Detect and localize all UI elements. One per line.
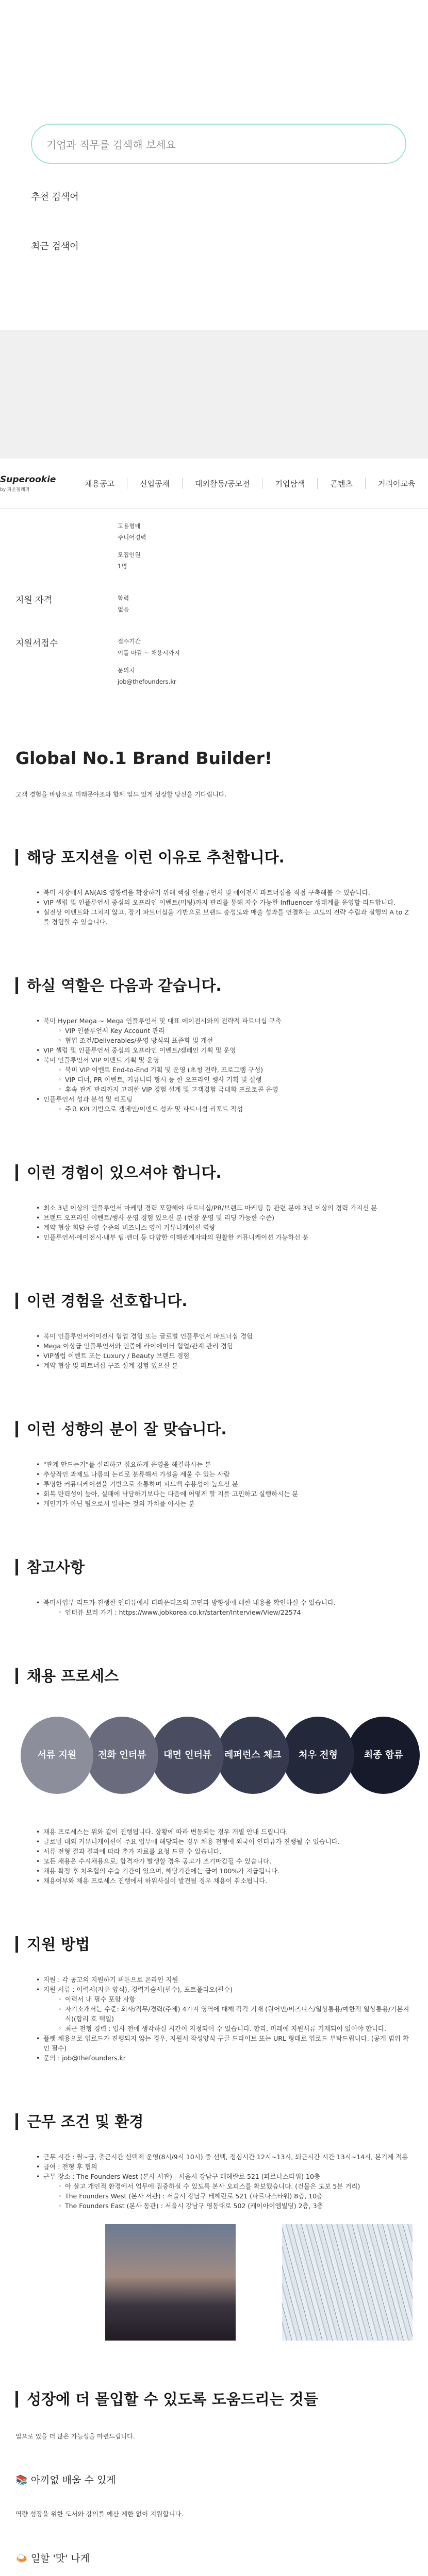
- office-photo-east: [282, 2224, 413, 2341]
- contact-email[interactable]: job@thefounders.kr: [118, 678, 176, 685]
- list-item: • 최소 3년 이상의 인플루언서 마케팅 경력 포함해야 파트너십/PR/브랜드 마케팅 등 관련 분야 3년 이상의 경력 가지신 분: [36, 1203, 413, 1213]
- sub-list-item: ◦ 주요 KPI 기반으로 캠페인/이벤트 성과 및 파트너쉽 리포트 작성: [58, 1104, 413, 1114]
- employment-value: 주니어경력: [118, 534, 146, 541]
- sub-list-item: ◦ The Founders East (본사 동관) : 서울시 강남구 영동대로 502 (캐이아이엠빌딩) 2층, 3층: [58, 2201, 413, 2211]
- top-nav: [0, 459, 428, 509]
- superookie-logo[interactable]: [0, 474, 72, 493]
- period-label: 접수기간: [118, 638, 141, 645]
- list-item: • 투명한 커뮤니케이션을 기반으로 소통하며 피드백 수용성이 높으신 분: [36, 1479, 413, 1489]
- list-item: • VIP 셀럽 및 인플루언서 중심의 오프라인 이벤트/캠페인 기획 및 운영: [36, 1045, 413, 1055]
- list-item: • 회복 탄력성이 높아, 실패에 낙담하기보다는 다음에 어떻게 할 지를 고민하고 실행하시는 분: [36, 1489, 413, 1499]
- popular-search-label: 최근 검색어: [31, 241, 79, 252]
- logo-text: Superookie: [0, 474, 56, 485]
- job-description: [0, 748, 428, 2576]
- list-item: • VIP셀럽 이벤트 또는 Luxury / Beauty 브랜드 경험: [36, 1351, 413, 1361]
- list-item: • 북미 시장에서 AN(AIS 영향력을 확장하기 위해 핵심 인플루언서 및 에이전시 파트너십을 직접 구축해볼 수 있습니다.: [36, 888, 413, 897]
- sub-list-item: ◦ 인터뷰 보러 가기 : https://www.jobkorea.co.kr/starter/Interview/View/22574: [58, 1607, 413, 1617]
- job-meta: [0, 520, 428, 572]
- nav-item-newgrad[interactable]: 신입공채: [127, 478, 182, 489]
- list-item: • 근무 장소 : The Founders West (본사 서관) - 서울시 강남구 테헤란로 521 (파르나스타워) 10층 ◦ 아 살고 개인적 환경에서 업무에 집중하실 수 있도록 본사 오피스를 확보했습니다. (건물은 도보 5분 거리) ◦ The Founders West (본사 서관) : 서울시 강남구 테헤란로 521 (파르나스타워) 8층, 10층 ◦ The Founders East (본사 동관) : 서울시 강남구 영동대로 502 (캐이아이엠빌딩) 2층, 3층: [36, 2172, 413, 2211]
- list-item: • 지원 : 각 공고의 지원하기 버튼으로 온라인 지원: [36, 1975, 413, 1985]
- process-notes: [15, 1827, 413, 1886]
- list-item: • 모든 채용은 수시채용으로, 합격자가 발생할 경우 공고가 조기마감될 수 있습니다.: [36, 1856, 413, 1866]
- list-item: • 채용 확정 후 처우협의 수습 기간이 있으며, 해당기간에는 급여 100%가 지급됩니다.: [36, 1866, 413, 1876]
- sub-list: [43, 1994, 413, 2033]
- list-item: • 계약 협상 회담 운영 수준의 비즈니스 영어 커뮤니케이션 역량: [36, 1223, 413, 1232]
- list-item: • 북미사업부 리드가 진행한 인터뷰에서 더파운더즈의 고민과 방향성에 대한 내용을 확인하실 수 있습니다. ◦ 인터뷰 보러 가기 : https://www.jobkorea.co.kr/starter/Interview/View/22574: [36, 1598, 413, 1617]
- sub-list: [43, 2181, 413, 2211]
- section-list: [15, 888, 413, 927]
- process-step: 서류 지원: [21, 1717, 93, 1794]
- howto-title: 지원 방법: [15, 1933, 413, 1954]
- section-title: 해당 포지션을 이런 이유로 추천합니다.: [15, 846, 413, 867]
- sub-list: [43, 1026, 413, 1045]
- list-item: • Mega 이상급 인플루언서와 인증에 라이에이터 협업/관계 관리 경험: [36, 1341, 413, 1351]
- process-steps: [21, 1717, 413, 1794]
- sub-list-item: ◦ VIP 디너, PR 이벤트, 커뮤니티 형시 등 한 오프라인 행사 기획 및 실행: [58, 1075, 413, 1084]
- list-item: • "관계 만드는거"를 실리하고 집요하게 운영을 해결하시는 분: [36, 1460, 413, 1469]
- list-item: • 북미 인플루언서에이전시 협업 경험 또는 글로벌 인플루언서 파트너십 경험: [36, 1331, 413, 1341]
- section-list: [15, 1016, 413, 1114]
- list-item: • 글로벌 대외 커뮤니케이션이 주요 업무에 해당되는 경우 채용 전형에 외국어 인터뷰가 진행될 수 있습니다.: [36, 1837, 413, 1846]
- section-title: 이런 경험을 선호합니다.: [15, 1290, 413, 1311]
- apply-label: 지원서접수: [15, 638, 58, 649]
- section-list: [15, 1460, 413, 1509]
- sub-list-item: ◦ The Founders West (본사 서관) : 서울시 강남구 테헤란로 521 (파르나스타워) 8층, 10층: [58, 2191, 413, 2201]
- sub-list-item: ◦ 아 살고 개인적 환경에서 업무에 집중하실 수 있도록 본사 오피스를 확보했습니다. (건물은 도보 5분 거리): [58, 2181, 413, 2191]
- list-item: • 서류 전형 결과 결과에 따라 추가 자료를 요청 드릴 수 있습니다.: [36, 1846, 413, 1856]
- benefit-title: 🍛 일할 '맛' 나게: [15, 2553, 90, 2564]
- list-item: • 실전상 이벤트화 그치지 않고, 장기 파트너십을 기반으로 브랜드 충성도와 매출 성과를 연결하는 고도의 전략 수립과 실행의 A to Z를 경험할 수 있습니다.: [36, 907, 413, 927]
- nav-item-companies[interactable]: 기업탐색: [262, 478, 317, 489]
- contact-label: 문의처: [118, 667, 135, 674]
- list-item: • 북미 Hyper Mega ~ Mega 인플루언서 및 대표 에이전시와의 전략적 파트너십 구축 ◦ VIP 인플루언서 Key Account 관리 ◦ 협업 조건/Deliverables/운영 방식의 표준화 및 개선: [36, 1016, 413, 1045]
- intro-text: 고객 경험을 바탕으로 미래문야조와 함께 일드 있게 성장할 당신을 기다립니다.: [15, 791, 227, 798]
- sub-list-item: ◦ 후속 관계 관리까지 고려한 VIP 경험 설계 및 고객경험 극대화 프로토콜 운영: [58, 1084, 413, 1094]
- list-item: • 추상적인 과제도 나름의 논리로 분류해서 가설을 세울 수 있는 사람: [36, 1469, 413, 1479]
- list-item: • 급여 : 전형 후 협의: [36, 2162, 413, 2172]
- nav-menu: [72, 478, 427, 489]
- list-item: • 인플루언서·에이전시·내부 팀·벤더 등 다양한 이해관계자와의 원활한 커뮤니케이션 가능하신 분: [36, 1232, 413, 1242]
- process-step: 전화 인터뷰: [86, 1717, 159, 1794]
- nav-item-education[interactable]: 커리어교육: [365, 478, 427, 489]
- headcount-value: 1명: [118, 563, 127, 570]
- list-item: • 인플루언서 성과 분석 및 리포팅 ◦ 주요 KPI 기반으로 캠페인/이벤트 성과 및 파트너쉽 리포트 작성: [36, 1094, 413, 1114]
- apply-row: [0, 636, 428, 687]
- sub-list-item: ◦ VIP 인플루언서 Key Account 관리: [58, 1026, 413, 1036]
- conditions-list: [15, 2152, 413, 2211]
- office-photo-west: [105, 2224, 236, 2341]
- employment-label: 고용형태: [118, 522, 141, 530]
- education-value: 없음: [118, 606, 129, 613]
- nav-item-contents[interactable]: 콘텐츠: [317, 478, 365, 489]
- sub-list-item: ◦ 이력서 내 필수 포함 사항: [58, 1994, 413, 2004]
- sub-list: [43, 1065, 413, 1094]
- headline: Global No.1 Brand Builder!: [15, 748, 272, 768]
- list-item: • 계약 협상 및 파트너십 구조 설계 경험 있으신 분: [36, 1361, 413, 1370]
- list-item: • 플랫 채용으로 업로드가 진행되지 않는 경우, 지원서 작성양식 구글 드라이브 또는 URL 형태로 업로드 부탁드립니다. (공개 범위 확인 필수): [36, 2033, 413, 2053]
- logo-subtext: by 파운필레퍼: [0, 487, 30, 493]
- list-item: • 채용여부와 채용 프로세스 진행에서 하위사실이 발견될 경우 채용이 취소됩니다.: [36, 1876, 413, 1886]
- list-item: • VIP 셀럽 및 인플루언서 중심의 오프라인 이벤트(미팅)까지 관리를 통해 자수 가능한 Influencer 생태계를 운영할 리드합니다.: [36, 897, 413, 907]
- recent-search-label: 추천 검색어: [31, 192, 79, 202]
- sub-list: [43, 1104, 413, 1114]
- growth-intro: 일으로 있을 더 많은 가능성을 마련드립니다.: [15, 2433, 135, 2440]
- nav-item-jobs[interactable]: 채용공고: [85, 479, 114, 488]
- list-item: • 개인기가 아닌 팀으로서 일하는 것의 가치를 아시는 분: [36, 1499, 413, 1509]
- conditions-title: 근무 조건 및 환경: [15, 2110, 413, 2131]
- period-value: 이틀 마감 ~ 채용시까지: [118, 649, 180, 656]
- process-step: 레퍼런스 체크: [217, 1717, 289, 1794]
- howto-list: [15, 1975, 413, 2063]
- sub-list-item: ◦ 최근 전형 경력 : 입사 전에 생각하실 시간이 지정되어 수 있습니다. 합리, 미래에 지원서류 기재되어 있어야 합니다.: [58, 2024, 413, 2033]
- sub-list-item: ◦ 자기소개서는 수준: 회사/직무/경력(주제) 4가지 영역에 대해 각각 기재 (원어민/비즈니스/일상통용/예한적 일상통용/기본지식)(합리 호 택일): [58, 2004, 413, 2024]
- sub-list: [43, 1607, 413, 1617]
- search-placeholder: 기업과 직무를 검색해 보세요: [46, 138, 176, 151]
- list-item: • 지원 서류 : 이력서(자유 양식), 경력기술서(필수), 포트폴리오(필수) ◦ 이력서 내 필수 포함 사항 ◦ 자기소개서는 수준: 회사/직무/경력(주제) 4가지 영역에 대해 각각 기재 (원어민/비즈니스/일상통용/예한적 일상통용/기본지식)(합리 호 택일) ◦ 최근 전형 경력 : 입사 전에 생각하실 시간이 지정되어 수 있습니다. 합리, 미래에 지원서류 기재되어 있어야 합니다.: [36, 1985, 413, 2033]
- section-title: 이런 성향의 분이 잘 맞습니다.: [15, 1418, 413, 1439]
- list-item: • 채용 프로세스는 위와 같이 진행됩니다. 상황에 따라 변동되는 경우 개별 안내 드립니다.: [36, 1827, 413, 1837]
- benefits-list: [15, 2472, 413, 2576]
- qualification-label: 지원 자격: [15, 595, 53, 605]
- process-title: 채용 프로세스: [15, 1665, 413, 1686]
- section-title: 참고사항: [15, 1556, 413, 1577]
- qualification-row: [0, 592, 428, 615]
- benefit-desc: 역량 성장을 위한 도서와 강의를 예산 제한 없이 지원합니다.: [15, 2510, 184, 2518]
- sub-list-item: ◦ 협업 조건/Deliverables/운영 방식의 표준화 및 개선: [58, 1036, 413, 1045]
- sub-list-item: ◦ 북미 VIP 이벤트 End-to-End 기획 및 운영 (초청 전략, 프로그램 구성): [58, 1065, 413, 1075]
- section-title: 하실 역할은 다음과 같습니다.: [15, 974, 413, 995]
- nav-item-activities[interactable]: 대외활동/공모전: [182, 478, 262, 489]
- process-step: 대면 인터뷰: [151, 1717, 224, 1794]
- description-sections: [15, 846, 413, 1617]
- growth-title: 성장에 더 몰입할 수 있도록 도움드리는 것들: [15, 2388, 413, 2409]
- headcount-label: 모집인원: [118, 551, 141, 558]
- section-list: [15, 1203, 413, 1242]
- list-item: • 북미 인플루언서 VIP 이벤트 기획 및 운영 ◦ 북미 VIP 이벤트 End-to-End 기획 및 운영 (초청 전략, 프로그램 구성) ◦ VIP 디너, PR 이벤트, 커뮤니티 형시 등 한 오프라인 행사 기획 및 실행 ◦ 후속 관계 관리까지 고려한 VIP 경험 설계 및 고객경험 극대화 프로토콜 운영: [36, 1055, 413, 1094]
- section-list: [15, 1331, 413, 1370]
- section-title: 이런 경험이 있으셔야 합니다.: [15, 1161, 413, 1182]
- list-item: • 문의 : job@thefounders.kr: [36, 2053, 413, 2063]
- list-item: • 근무 시간 : 월~금, 출근시간 선택제 운영(8시/9시 10시) 중 선택, 점심시간 12시~13시, 퇴근시간 시간 13시~14시, 본기제 적용: [36, 2152, 413, 2162]
- benefit-title: 📚 아끼없 배울 수 있게: [15, 2475, 116, 2486]
- search-area: [31, 124, 406, 164]
- overlay-gap: [0, 330, 428, 459]
- top-spacer: [0, 0, 428, 124]
- office-photos: [105, 2224, 413, 2341]
- section-list: [15, 1598, 413, 1617]
- process-step: 처우 전형: [282, 1717, 355, 1794]
- process-step: 최종 합류: [347, 1717, 420, 1794]
- list-item: • 브랜드 오프라인 이벤트/행사 운영 경험 있으신 분 (현장 운영 및 리딩 가능한 수준): [36, 1213, 413, 1223]
- education-label: 학력: [118, 595, 129, 602]
- search-input[interactable]: [31, 124, 406, 164]
